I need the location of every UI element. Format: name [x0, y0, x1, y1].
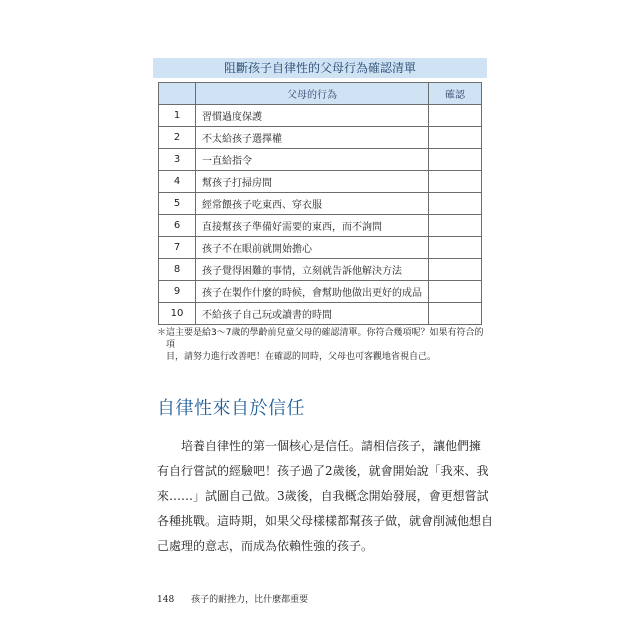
- table-row: [159, 237, 482, 259]
- row-number: 10: [159, 303, 196, 325]
- table-row: [159, 171, 482, 193]
- confirm-cell: [429, 171, 482, 193]
- paragraph-line: 來……」試圖自己做。3歲後，自我概念開始發展，會更想嘗試: [157, 489, 489, 503]
- row-behavior: 孩子覺得困難的事情，立刻就告訴他解決方法: [196, 259, 429, 281]
- paragraph-line: 各種挑戰。這時期，如果父母樣樣都幫孩子做，就會削減他想自: [157, 514, 494, 528]
- confirm-cell: [429, 281, 482, 303]
- row-number: 1: [159, 105, 196, 127]
- row-behavior: 直接幫孩子準備好需要的東西，而不詢問: [196, 215, 429, 237]
- row-behavior: 不給孩子自己玩或讀書的時間: [196, 303, 429, 325]
- row-behavior: 孩子不在眼前就開始擔心: [196, 237, 429, 259]
- row-number: 5: [159, 193, 196, 215]
- table-row: [159, 127, 482, 149]
- confirm-cell: [429, 215, 482, 237]
- footnote-line-2: 目，請努力進行改善吧！在確認的同時，父母也可客觀地省視自己。: [166, 352, 437, 362]
- checklist-table: [158, 82, 482, 325]
- row-number: 6: [159, 215, 196, 237]
- checklist-title: 阻斷孩子自律性的父母行為確認清單: [153, 58, 487, 78]
- row-behavior: 習慣過度保護: [196, 105, 429, 127]
- body-paragraph: [157, 434, 494, 559]
- paragraph-line: 培養自律性的第一個核心是信任。請相信孩子，讓他們擁: [157, 439, 482, 453]
- paragraph-line: 有自行嘗試的經驗吧！孩子過了2歲後，就會開始說「我來、我: [157, 464, 489, 478]
- row-behavior: 不太給孩子選擇權: [196, 127, 429, 149]
- footnote: [157, 327, 487, 363]
- table-row: [159, 303, 482, 325]
- confirm-cell: [429, 303, 482, 325]
- table-row: [159, 259, 482, 281]
- table-header-row: [159, 83, 482, 105]
- row-behavior: 幫孩子打掃房間: [196, 171, 429, 193]
- header-behavior: 父母的行為: [196, 83, 429, 105]
- header-number: [159, 83, 196, 105]
- confirm-cell: [429, 127, 482, 149]
- row-number: 8: [159, 259, 196, 281]
- section-heading: 自律性來自於信任: [157, 398, 305, 419]
- row-number: 4: [159, 171, 196, 193]
- header-confirm: 確認: [429, 83, 482, 105]
- table-row: [159, 149, 482, 171]
- page-footer: [157, 592, 308, 605]
- footnote-marker: ＊: [157, 328, 167, 338]
- table-row: [159, 193, 482, 215]
- row-behavior: 孩子在製作什麼的時候，會幫助他做出更好的成品: [196, 281, 429, 303]
- row-number: 7: [159, 237, 196, 259]
- row-behavior: 經常餵孩子吃東西、穿衣服: [196, 193, 429, 215]
- footnote-line-1: 這主要是給3～7歲的學齡前兒童父母的確認清單。你符合幾項呢？如果有符合的項: [166, 328, 484, 350]
- row-number: 3: [159, 149, 196, 171]
- confirm-cell: [429, 149, 482, 171]
- confirm-cell: [429, 237, 482, 259]
- paragraph-line: 己處理的意志，而成為依賴性強的孩子。: [157, 539, 374, 553]
- table-row: [159, 105, 482, 127]
- page-number: 148: [157, 595, 175, 605]
- confirm-cell: [429, 193, 482, 215]
- row-number: 2: [159, 127, 196, 149]
- row-behavior: 一直給指令: [196, 149, 429, 171]
- row-number: 9: [159, 281, 196, 303]
- confirm-cell: [429, 259, 482, 281]
- confirm-cell: [429, 105, 482, 127]
- table-row: [159, 215, 482, 237]
- table-row: [159, 281, 482, 303]
- book-title: 孩子的耐挫力，比什麼都重要: [191, 595, 309, 605]
